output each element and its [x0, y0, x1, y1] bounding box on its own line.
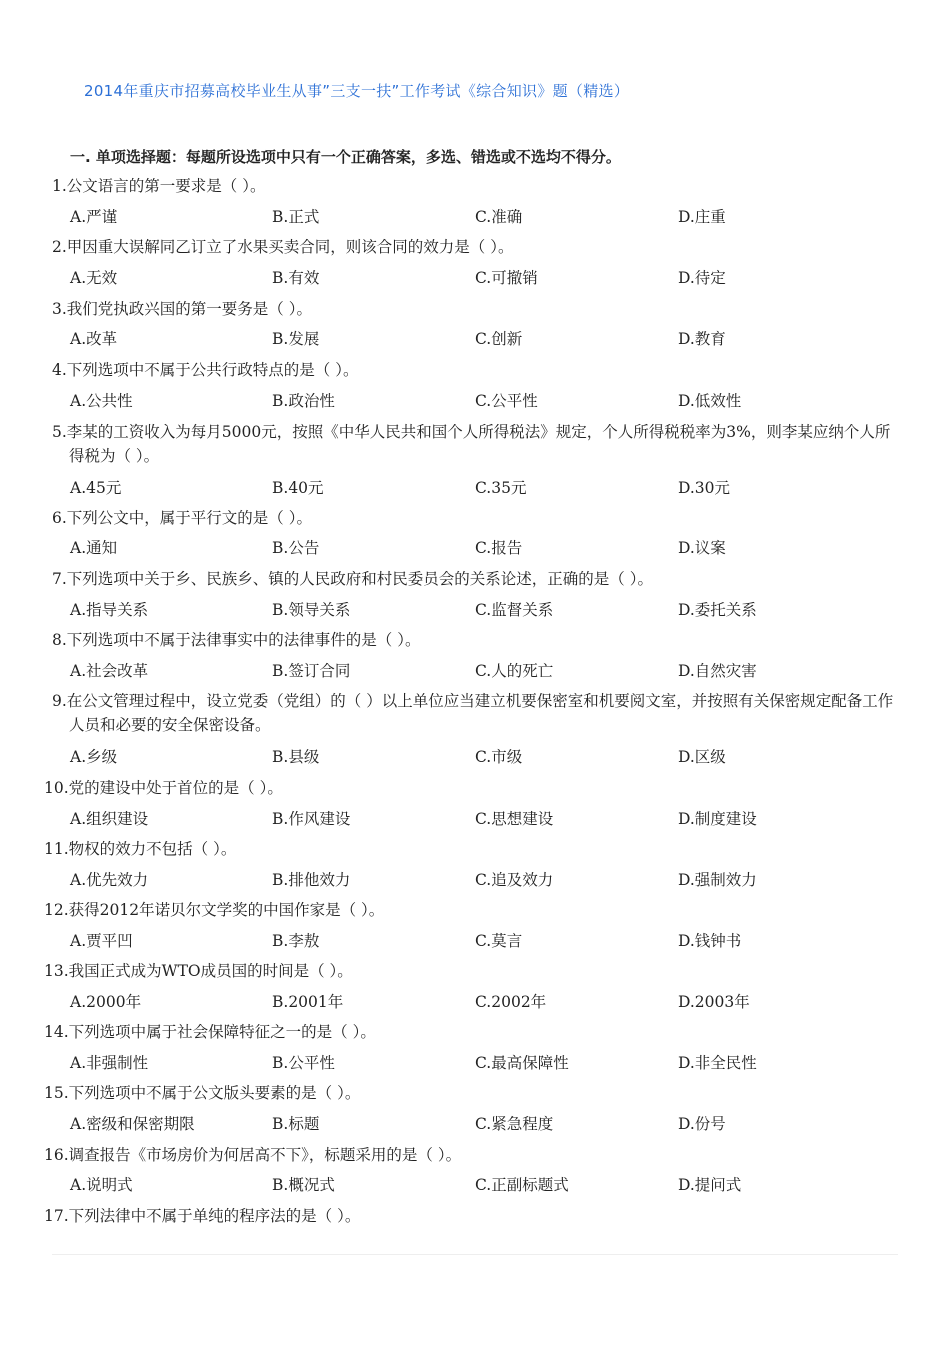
option-row: [70, 536, 890, 560]
option-d: D.制度建设: [678, 810, 757, 828]
option-a: A.组织建设: [70, 810, 149, 828]
option-b: B.公告: [272, 539, 320, 557]
option-b: B.正式: [272, 208, 320, 226]
option-d: D.非全民性: [678, 1054, 757, 1072]
question-text: 12.获得2012年诺贝尔文学奖的中国作家是（ ）。: [44, 901, 385, 919]
option-d: D.庄重: [678, 208, 726, 226]
option-d: D.教育: [678, 330, 726, 348]
option-d: D.钱钟书: [678, 932, 742, 950]
option-a: A.改革: [70, 330, 118, 348]
option-b: B.公平性: [272, 1054, 335, 1072]
option-b: B.李敖: [272, 932, 320, 950]
option-row: [70, 1173, 890, 1197]
question-text: 1.公文语言的第一要求是（ ）。: [52, 177, 266, 195]
document-title: 2014年重庆市招募高校毕业生从事”三支一扶”工作考试《综合知识》题（精选）: [84, 82, 630, 100]
question-text: 4.下列选项中不属于公共行政特点的是（ ）。: [52, 361, 359, 379]
option-a: A.严谨: [70, 208, 118, 226]
option-d: D.委托关系: [678, 601, 757, 619]
option-c: C.人的死亡: [475, 662, 554, 680]
option-row: [70, 929, 890, 953]
option-b: B.作风建设: [272, 810, 351, 828]
question-text: 9.在公文管理过程中，设立党委（党组）的（ ）以上单位应当建立机要保密室和机要阅文室，并按照有关保密规定配备工作人员和必要的安全保密设备。: [52, 692, 894, 734]
option-a: A.说明式: [70, 1176, 133, 1194]
option-d: D.区级: [678, 748, 726, 766]
question-text: 16.调查报告《市场房价为何居高不下》，标题采用的是（ ）。: [44, 1146, 462, 1164]
question-text: 14.下列选项中属于社会保障特征之一的是（ ）。: [44, 1023, 376, 1041]
option-c: C.2002年: [475, 993, 547, 1011]
option-a: A.公共性: [70, 392, 133, 410]
option-c: C.可撤销: [475, 269, 538, 287]
option-b: B.发展: [272, 330, 320, 348]
option-row: [70, 1112, 890, 1136]
option-a: A.贾平凹: [70, 932, 133, 950]
option-b: B.领导关系: [272, 601, 351, 619]
question-text: 17.下列法律中不属于单纯的程序法的是（ ）。: [44, 1207, 361, 1225]
option-a: A.密级和保密期限: [70, 1115, 195, 1133]
option-b: B.标题: [272, 1115, 320, 1133]
option-a: A.45元: [70, 479, 122, 497]
option-a: A.无效: [70, 269, 118, 287]
question-text: 7.下列选项中关于乡、民族乡、镇的人民政府和村民委员会的关系论述，正确的是（ ）。: [52, 570, 653, 588]
option-b: B.排他效力: [272, 871, 351, 889]
question-text: 2.甲因重大误解同乙订立了水果买卖合同，则该合同的效力是（ ）。: [52, 238, 514, 256]
question-text: 11.物权的效力不包括（ ）。: [44, 840, 237, 858]
option-row: [70, 1051, 890, 1075]
option-d: D.议案: [678, 539, 726, 557]
option-d: D.低效性: [678, 392, 742, 410]
option-row: [70, 327, 890, 351]
option-b: B.县级: [272, 748, 320, 766]
option-b: B.2001年: [272, 993, 344, 1011]
option-c: C.创新: [475, 330, 523, 348]
option-row: [70, 659, 890, 683]
option-d: D.提问式: [678, 1176, 742, 1194]
option-a: A.社会改革: [70, 662, 149, 680]
option-row: [70, 990, 890, 1014]
option-row: [70, 745, 890, 769]
option-c: C.监督关系: [475, 601, 554, 619]
question-text: 13.我国正式成为WTO成员国的时间是（ ）。: [44, 962, 353, 980]
option-a: A.非强制性: [70, 1054, 149, 1072]
option-c: C.报告: [475, 539, 523, 557]
option-a: A.指导关系: [70, 601, 149, 619]
option-c: C.思想建设: [475, 810, 554, 828]
option-c: C.准确: [475, 208, 523, 226]
option-d: D.2003年: [678, 993, 750, 1011]
option-b: B.签订合同: [272, 662, 351, 680]
question-text: 15.下列选项中不属于公文版头要素的是（ ）。: [44, 1084, 361, 1102]
option-row: [70, 389, 890, 413]
option-a: A.乡级: [70, 748, 118, 766]
option-a: A.通知: [70, 539, 118, 557]
option-b: B.概况式: [272, 1176, 335, 1194]
option-row: [70, 868, 890, 892]
option-a: A.优先效力: [70, 871, 149, 889]
option-c: C.紧急程度: [475, 1115, 554, 1133]
option-b: B.40元: [272, 479, 324, 497]
option-row: [70, 266, 890, 290]
option-c: C.正副标题式: [475, 1176, 569, 1194]
option-c: C.公平性: [475, 392, 538, 410]
question-text: 6.下列公文中，属于平行文的是（ ）。: [52, 509, 312, 527]
option-row: [70, 476, 890, 500]
section-heading: 一. 单项选择题：每题所设选项中只有一个正确答案，多选、错选或不选均不得分。: [70, 148, 621, 166]
question-text: 5.李某的工资收入为每月5000元，按照《中华人民共和国个人所得税法》规定，个人所得税税率为3%，则李某应纳个人所得税为（ ）。: [52, 423, 891, 465]
option-c: C.莫言: [475, 932, 523, 950]
option-d: D.份号: [678, 1115, 726, 1133]
question-text: 8.下列选项中不属于法律事实中的法律事件的是（ ）。: [52, 631, 421, 649]
option-c: C.市级: [475, 748, 523, 766]
option-d: D.30元: [678, 479, 731, 497]
question-text: 3.我们党执政兴国的第一要务是（ ）。: [52, 300, 312, 318]
page-divider: [52, 1254, 898, 1255]
option-c: C.35元: [475, 479, 527, 497]
option-row: [70, 598, 890, 622]
option-d: D.自然灾害: [678, 662, 757, 680]
option-d: D.强制效力: [678, 871, 757, 889]
option-c: C.追及效力: [475, 871, 554, 889]
option-b: B.有效: [272, 269, 320, 287]
question-text: 10.党的建设中处于首位的是（ ）。: [44, 779, 283, 797]
option-row: [70, 807, 890, 831]
option-c: C.最高保障性: [475, 1054, 569, 1072]
option-row: [70, 205, 890, 229]
option-d: D.待定: [678, 269, 726, 287]
option-a: A.2000年: [70, 993, 142, 1011]
option-b: B.政治性: [272, 392, 335, 410]
